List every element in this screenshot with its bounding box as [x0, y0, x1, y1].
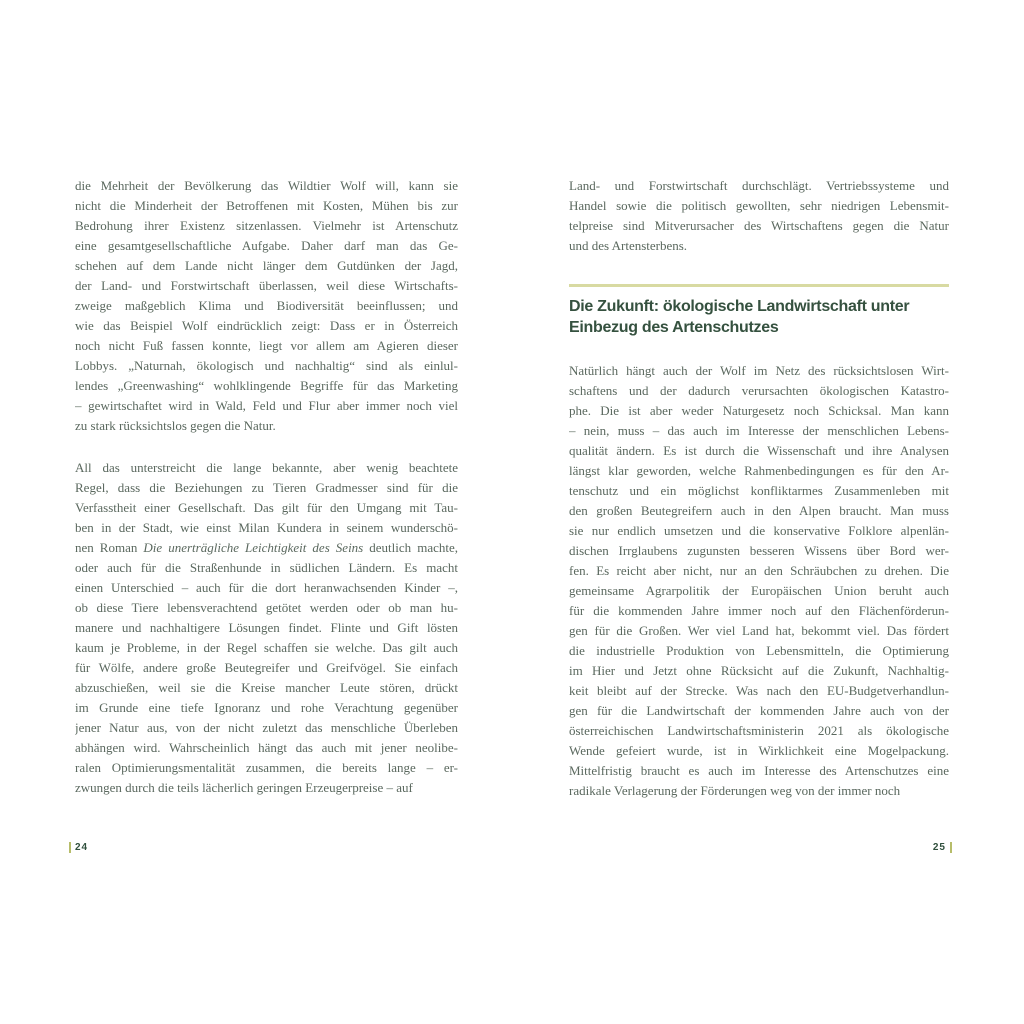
page-number-label: 25 [932, 842, 946, 853]
text-line: schaftens und der dadurch verursachten ökologischen Katastro- [569, 383, 949, 398]
text-line: nicht die Minderheit der Betroffenen mit Kosten, Mühen bis zur [75, 198, 458, 213]
text-paragraph [569, 176, 949, 256]
text-line: eine gesamtgesellschaftliche Aufgabe. Daher darf man das Ge- [75, 238, 458, 253]
text-line: keit bleibt auf der Strecke. Was nach den EU-Budgetverhandlun- [569, 683, 949, 698]
text-line: Handel sowie die politisch gewollten, sehr niedrigen Lebensmit- [569, 198, 949, 213]
text-line: schehen auf dem Lande nicht länger dem Gutdünken der Jagd, [75, 258, 458, 273]
text-line: österreichischen Landwirtschaftsministerin 2021 als ökologische [569, 723, 949, 738]
text-line: All das unterstreicht die lange bekannte, aber wenig beachtete [75, 460, 458, 475]
text-line: ralen Optimierungsmentalität zusammen, die bereits lange – er- [75, 760, 458, 775]
text-line: oder auch für die Straßenhunde in südlichen Ländern. Es macht [75, 560, 458, 575]
text-line: abzuschießen, weil sie die Kreise mancher Leute stören, drückt [75, 680, 458, 695]
text-line: noch nicht Fuß fassen konnte, liegt vor allem am Agieren dieser [75, 338, 458, 353]
text-line: kaum je Probleme, in der Regel schaffen sie welche. Das gilt auch [75, 640, 458, 655]
text-line: Mittelfristig braucht es auch im Interesse des Artenschutzes eine [569, 763, 949, 778]
text-line: zu stark rücksichtslos gegen die Natur. [75, 418, 276, 433]
page-number-right [933, 842, 952, 853]
text-line: Verfasstheit einer Gesellschaft. Das gilt für den Umgang mit Tau- [75, 500, 458, 515]
text-line: zwungen durch die teils lächerlich geringen Erzeugerpreise – auf [75, 780, 413, 795]
text-line: den großen Beutegreifern auch in den Alpen braucht. Man muss [569, 503, 949, 518]
section-heading [569, 296, 949, 338]
text-line: für Wölfe, andere große Beutegreifer und Greifvögel. Sie einfach [75, 660, 458, 675]
text-line: telpreise sind Mitverursacher des Wirtschaftens gegen die Natur [569, 218, 949, 233]
text-line: gen für die Landwirtschaft der kommenden Jahre auch von der [569, 703, 949, 718]
text-line: Natürlich hängt auch der Wolf im Netz des rücksichtslosen Wirt- [569, 363, 949, 378]
text-line: Wende gefeiert wurde, ist in Wirklichkeit eine Mogelpackung. [569, 743, 949, 758]
text-line: im Grunde eine tiefe Ignoranz und rohe Verachtung gegenüber [75, 700, 458, 715]
text-line: dischen Irrglaubens zugunsten besseren Wissens über Bord wer- [569, 543, 949, 558]
text-line: manere und nachhaltigere Lösungen findet. Flinte und Gift lösten [75, 620, 458, 635]
text-line: einen Unterschied – auch für die dort heranwachsenden Kinder –, [75, 580, 458, 595]
text-line: längst klar geworden, welche Rahmenbedingungen es für den Ar- [569, 463, 949, 478]
text-line: Land- und Forstwirtschaft durchschlägt. Vertriebssysteme und [569, 178, 949, 193]
text-paragraph [75, 176, 458, 436]
section-heading-line: Die Zukunft: ökologische Landwirtschaft unter [569, 298, 910, 315]
text-line: die industrielle Produktion von Lebensmitteln, die Optimierung [569, 643, 949, 658]
text-line: Bedrohung ihrer Existenz sitzenlassen. Vielmehr ist Artenschutz [75, 218, 458, 233]
text-line: ben in der Stadt, wie einst Milan Kundera in seinem wunderschö- [75, 520, 458, 535]
text-line: radikale Verlagerung der Förderungen weg von der immer noch [569, 783, 901, 798]
section-heading-line: Einbezug des Artenschutzes [569, 319, 779, 336]
text-paragraph [569, 361, 949, 801]
text-line: tenschutz und ein möglichst konfliktarmes Zusammenleben mit [569, 483, 949, 498]
text-line: – gewirtschaftet wird in Wald, Feld und Flur aber immer noch viel [75, 398, 458, 413]
page-number-label: 24 [75, 842, 89, 853]
section-divider-rule [569, 284, 949, 287]
page-number-divider [950, 842, 952, 853]
text-line: – nein, muss – das auch im Interesse der menschlichen Lebens- [569, 423, 949, 438]
text-paragraph [75, 458, 458, 798]
text-line: wie das Beispiel Wolf eindrücklich zeigt: Dass er in Österreich [75, 318, 458, 333]
text-line: nen Roman Die unerträgliche Leichtigkeit des Seins deutlich machte, [75, 540, 458, 555]
text-line: im Hier und Jetzt ohne Rücksicht auf die Zukunft, Nachhaltig- [569, 663, 949, 678]
page-number-divider [69, 842, 71, 853]
text-line: gemeinsame Agrarpolitik der Europäischen Union beruht auch [569, 583, 949, 598]
text-line: lendes „Greenwashing“ wohlklingende Begriffe für das Marketing [75, 378, 458, 393]
text-line: ob diese Tiere lebensverachtend getötet werden oder ob man hu- [75, 600, 458, 615]
page-number-left [69, 842, 88, 853]
text-line: zweige maßgeblich Klima und Biodiversität beeinflussen; und [75, 298, 458, 313]
text-line: phe. Die ist aber weder Naturgesetz noch Schicksal. Man kann [569, 403, 949, 418]
right-page-text-column [569, 176, 949, 801]
text-line: die Mehrheit der Bevölkerung das Wildtier Wolf will, kann sie [75, 178, 458, 193]
text-line: qualität ändern. Es ist durch die Wissenschaft und ihre Analysen [569, 443, 949, 458]
text-line: sie nur endlich umsetzen und die konservative Folklore alpenlän- [569, 523, 949, 538]
text-line: abhängen wird. Wahrscheinlich hängt das auch mit jener neolibe- [75, 740, 458, 755]
text-line: Lobbys. „Naturnah, ökologisch und nachhaltig“ sind als einlul- [75, 358, 458, 373]
text-line: fen. Es reicht aber nicht, nur an den Schräubchen zu drehen. Die [569, 563, 949, 578]
text-line: der Land- und Forstwirtschaft überlassen, weil diese Wirtschafts- [75, 278, 458, 293]
text-line: jener Natur aus, von der nicht zuletzt das menschliche Überleben [75, 720, 458, 735]
left-page-text-column [75, 176, 458, 798]
text-line: und des Artensterbens. [569, 238, 688, 253]
text-line: gen für die Großen. Wer viel Land hat, bekommt viel. Das fördert [569, 623, 949, 638]
text-line: für die kommenden Jahre immer noch auf den Flächenförderun- [569, 603, 949, 618]
text-line: Regel, dass die Beziehungen zu Tieren Gradmesser sind für die [75, 480, 458, 495]
